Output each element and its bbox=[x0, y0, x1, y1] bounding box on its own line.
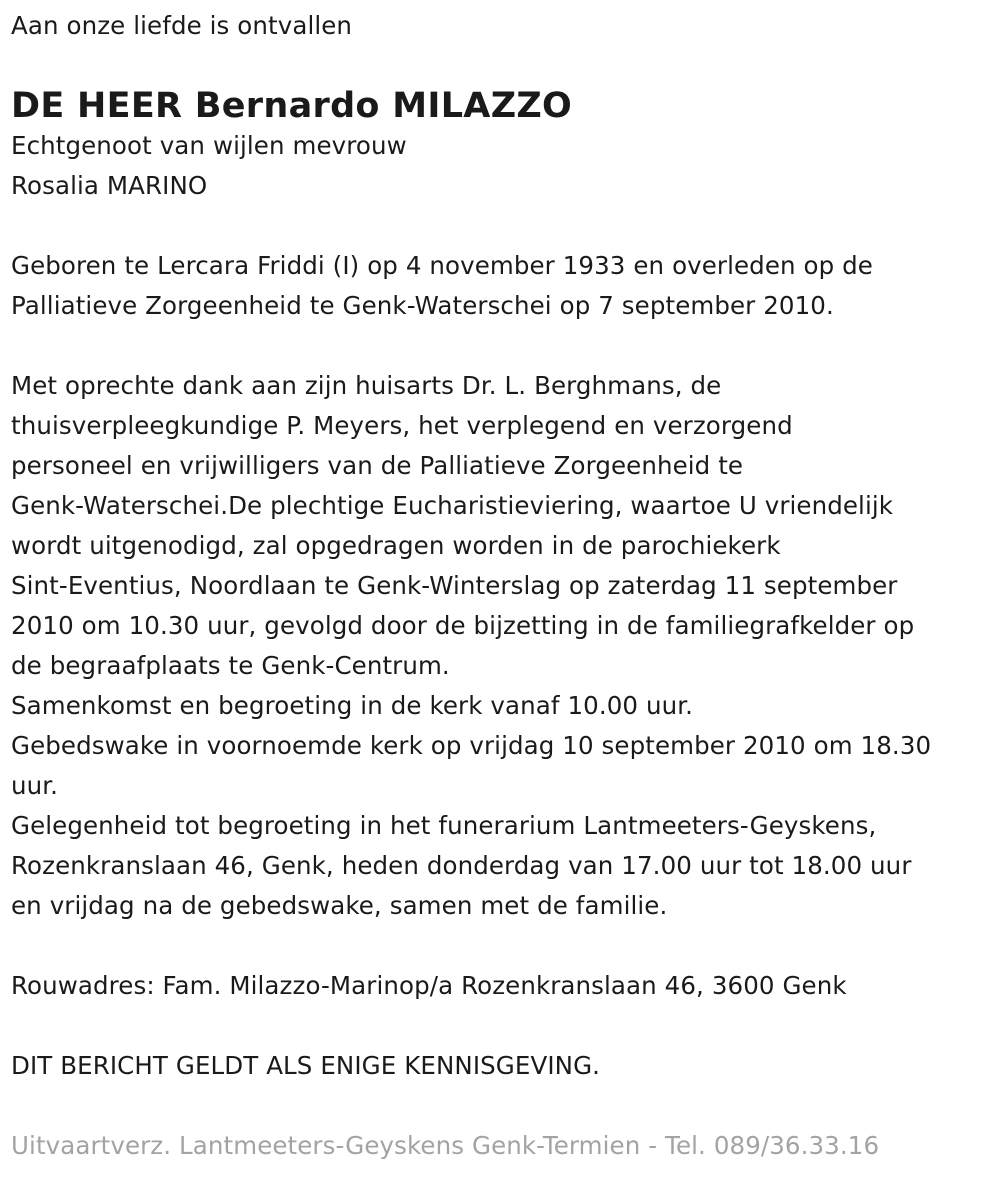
spacer bbox=[11, 1086, 995, 1126]
body-line: 2010 om 10.30 uur, gevolgd door de bijzetting in de familiegrafkelder op bbox=[11, 611, 915, 640]
body-line: Samenkomst en begroeting in de kerk vanaf 10.00 uur. bbox=[11, 691, 694, 720]
obituary-notice bbox=[11, 6, 995, 1166]
spacer bbox=[11, 326, 995, 366]
body-line: Gebedswake in voornoemde kerk op vrijdag 10 september 2010 om 18.30 bbox=[11, 731, 932, 760]
spouse-line: Rosalia MARINO bbox=[11, 171, 208, 200]
body-line: Gelegenheid tot begroeting in het funerarium Lantmeeters-Geyskens, bbox=[11, 811, 877, 840]
birth-death-line: Geboren te Lercara Friddi (I) op 4 november 1933 en overleden op de bbox=[11, 251, 873, 280]
intro-line: Aan onze liefde is ontvallen bbox=[11, 11, 353, 40]
spacer bbox=[11, 46, 995, 86]
notice-line: DIT BERICHT GELDT ALS ENIGE KENNISGEVING. bbox=[11, 1051, 601, 1080]
spouse-line: Echtgenoot van wijlen mevrouw bbox=[11, 131, 407, 160]
body-line: en vrijdag na de gebedswake, samen met de familie. bbox=[11, 891, 668, 920]
body-line: Met oprechte dank aan zijn huisarts Dr. L. Berghmans, de bbox=[11, 371, 722, 400]
body-line: wordt uitgenodigd, zal opgedragen worden in de parochiekerk bbox=[11, 531, 781, 560]
mourning-address: Rouwadres: Fam. Milazzo-Marinop/a Rozenkranslaan 46, 3600 Genk bbox=[11, 971, 847, 1000]
body-line: uur. bbox=[11, 771, 59, 800]
spacer bbox=[11, 926, 995, 966]
body-line: Sint-Eventius, Noordlaan te Genk-Winterslag op zaterdag 11 september bbox=[11, 571, 898, 600]
spacer bbox=[11, 1006, 995, 1046]
body-line: Rozenkranslaan 46, Genk, heden donderdag van 17.00 uur tot 18.00 uur bbox=[11, 851, 912, 880]
body-line: thuisverpleegkundige P. Meyers, het verplegend en verzorgend bbox=[11, 411, 793, 440]
spacer bbox=[11, 206, 995, 246]
body-line: personeel en vrijwilligers van de Palliatieve Zorgeenheid te bbox=[11, 451, 744, 480]
birth-death-line: Palliatieve Zorgeenheid te Genk-Waterschei op 7 september 2010. bbox=[11, 291, 834, 320]
body-line: de begraafplaats te Genk-Centrum. bbox=[11, 651, 450, 680]
deceased-name: DE HEER Bernardo MILAZZO bbox=[11, 86, 573, 126]
body-line: Genk-Waterschei.De plechtige Eucharistieviering, waartoe U vriendelijk bbox=[11, 491, 894, 520]
funeral-home-footer: Uitvaartverz. Lantmeeters-Geyskens Genk-Termien - Tel. 089/36.33.16 bbox=[11, 1131, 880, 1160]
